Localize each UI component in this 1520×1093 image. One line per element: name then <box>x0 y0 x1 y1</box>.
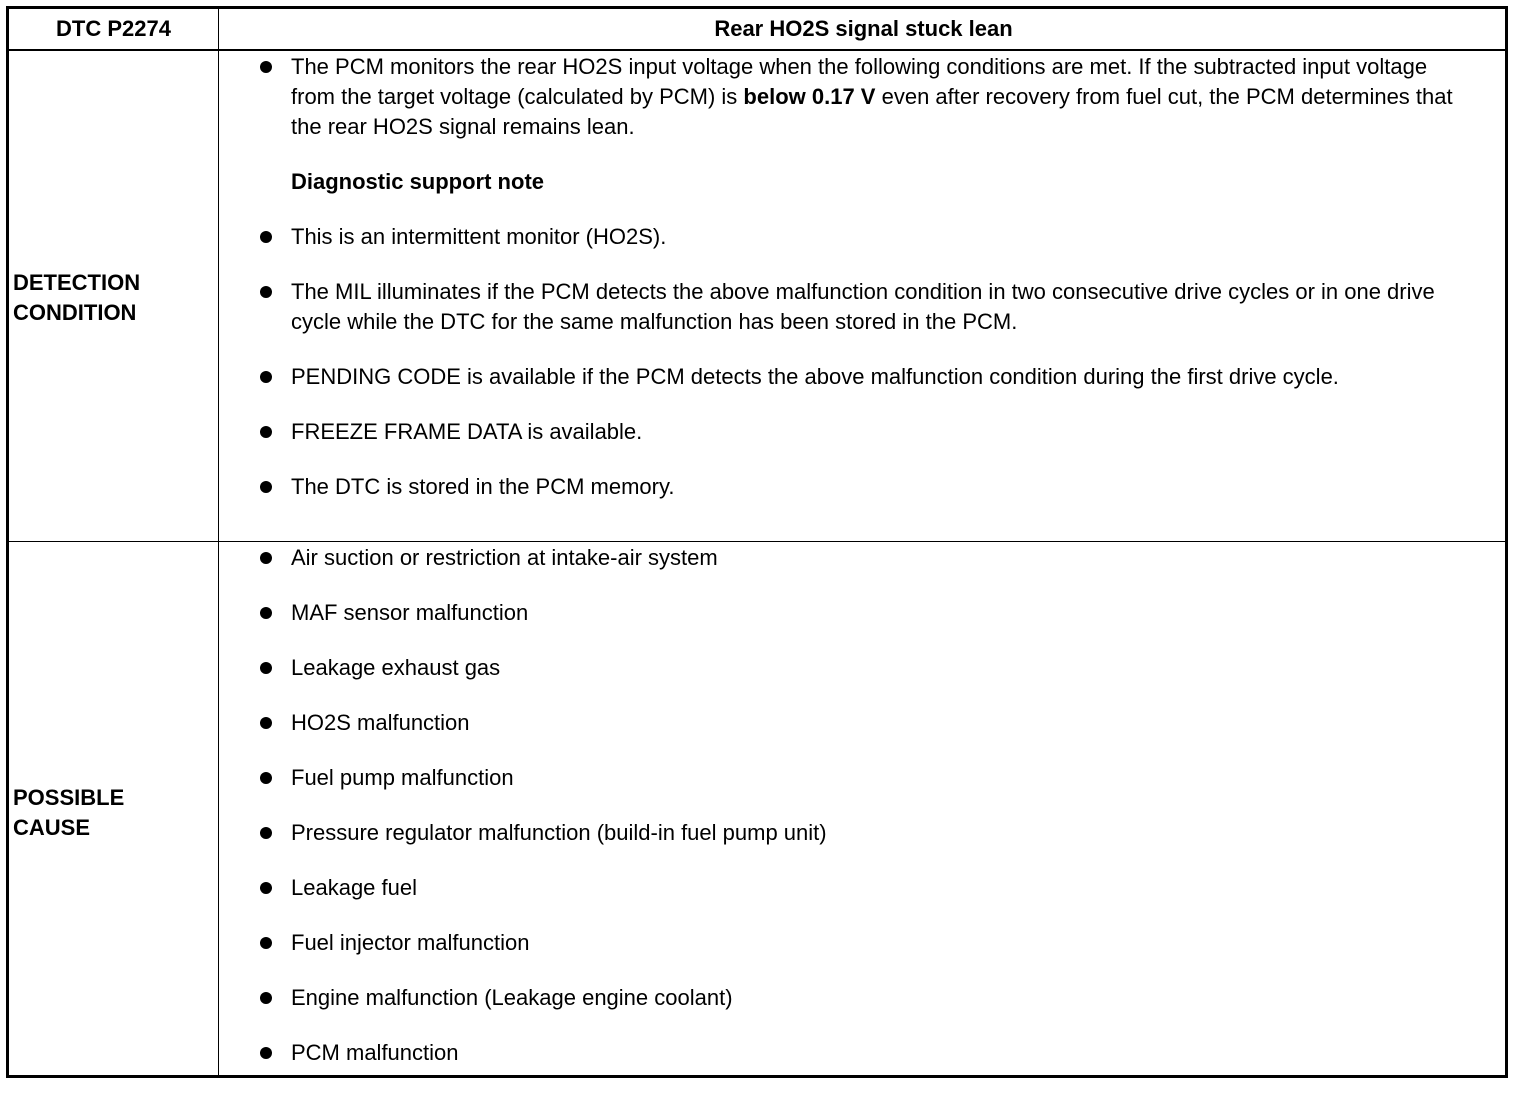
bullet-icon <box>260 61 272 73</box>
detection-item-text: The DTC is stored in the PCM memory. <box>291 474 675 499</box>
detection-item-text: The MIL illuminates if the PCM detects the above malfunction condition in two consecutive drive cycles or in one drive cycle while the DTC for the same malfunction has been stored in the PCM. <box>291 279 1435 334</box>
detection-item <box>256 222 1476 252</box>
cause-item-text: Air suction or restriction at intake-air system <box>291 545 718 570</box>
detection-item <box>256 417 1476 447</box>
bullet-icon <box>260 286 272 298</box>
bullet-icon <box>260 426 272 438</box>
detection-item-text: PENDING CODE is available if the PCM detects the above malfunction condition during the first drive cycle. <box>291 364 1339 389</box>
header-divider <box>9 49 1505 51</box>
detection-intro-item <box>256 52 1476 142</box>
cause-item <box>256 708 1476 738</box>
cause-item-text: Fuel pump malfunction <box>291 765 514 790</box>
diagnostic-support-note: Diagnostic support note <box>291 169 544 194</box>
detection-item-text: FREEZE FRAME DATA is available. <box>291 419 643 444</box>
bullet-icon <box>260 992 272 1004</box>
dtc-title-header: Rear HO2S signal stuck lean <box>714 16 1013 41</box>
detection-item <box>256 277 1476 337</box>
bullet-icon <box>260 371 272 383</box>
bullet-icon <box>260 481 272 493</box>
detection-intro-text-1: The PCM monitors the rear HO2S input voltage when the following conditions are met. If the subtracted input voltage from the target voltage (calculated by PCM) is <box>291 54 1428 109</box>
detection-label-line1: DETECTION <box>13 270 141 295</box>
cause-item <box>256 928 1476 958</box>
bullet-icon <box>260 607 272 619</box>
cause-item-text: Fuel injector malfunction <box>291 930 530 955</box>
bullet-icon <box>260 552 272 564</box>
bullet-icon <box>260 937 272 949</box>
bullet-icon <box>260 231 272 243</box>
cause-item <box>256 763 1476 793</box>
bullet-icon <box>260 772 272 784</box>
cause-item-text: HO2S malfunction <box>291 710 470 735</box>
bullet-icon <box>260 882 272 894</box>
detection-intro-threshold: below 0.17 V <box>743 84 876 109</box>
cause-item-text: Pressure regulator malfunction (build-in fuel pump unit) <box>291 820 827 845</box>
bullet-icon <box>260 1047 272 1059</box>
detection-item <box>256 362 1476 392</box>
cause-label-line2: CAUSE <box>13 815 91 840</box>
column-divider <box>218 9 219 1075</box>
cause-item-text: Leakage exhaust gas <box>291 655 501 680</box>
bullet-icon <box>260 717 272 729</box>
bullet-icon <box>260 662 272 674</box>
cause-item <box>256 983 1476 1013</box>
cause-item <box>256 818 1476 848</box>
cause-item <box>256 1038 1476 1068</box>
cause-item <box>256 653 1476 683</box>
cause-label-line1: POSSIBLE <box>13 785 125 810</box>
detection-item <box>256 472 1476 502</box>
detection-item-text: This is an intermittent monitor (HO2S). <box>291 224 667 249</box>
row-divider <box>9 541 1505 542</box>
cause-item <box>256 598 1476 628</box>
dtc-code-header: DTC P2274 <box>56 16 171 41</box>
cause-item-text: MAF sensor malfunction <box>291 600 529 625</box>
detection-label-line2: CONDITION <box>13 300 137 325</box>
possible-cause-content <box>256 543 1476 1093</box>
bullet-icon <box>260 827 272 839</box>
cause-item <box>256 873 1476 903</box>
possible-cause-label <box>13 783 213 843</box>
cause-item-text: Leakage fuel <box>291 875 417 900</box>
detection-intro-text-2: even after recovery from fuel cut, the PCM determines that the rear HO2S signal remains lean. <box>291 84 1453 139</box>
cause-item <box>256 543 1476 573</box>
detection-condition-content <box>256 52 1476 502</box>
detection-condition-label <box>13 268 213 328</box>
cause-item-text: PCM malfunction <box>291 1040 459 1065</box>
cause-item-text: Engine malfunction (Leakage engine coolant) <box>291 985 733 1010</box>
